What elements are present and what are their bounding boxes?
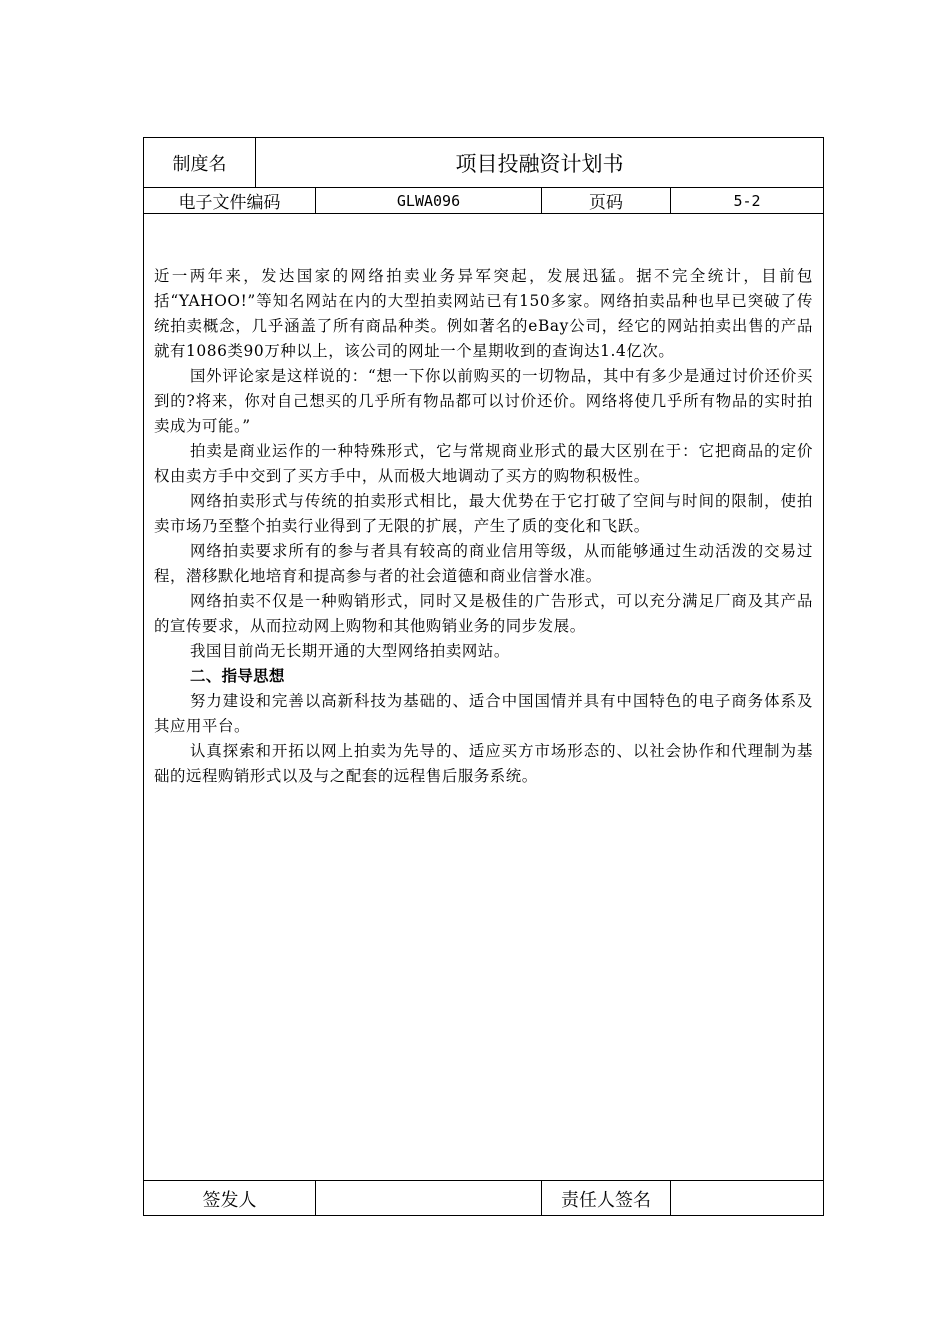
- body-paragraph-5: 网络拍卖要求所有的参与者具有较高的商业信用等级，从而能够通过生动活泼的交易过程，潜移默化地培育和提高参与者的社会道德和商业信誉水准。: [154, 542, 813, 585]
- section-heading: 二、指导思想: [190, 667, 285, 685]
- issuer-signature-field[interactable]: [315, 1181, 541, 1216]
- document-title: 项目投融资计划书: [255, 138, 823, 187]
- issuer-label: 签发人: [202, 1189, 257, 1211]
- file-code-value: GLWA096: [315, 188, 541, 213]
- system-name-label: 制度名: [172, 153, 227, 175]
- document-body: [154, 264, 813, 789]
- header-row-meta: [144, 188, 823, 214]
- guide-paragraph-1: 努力建设和完善以高新科技为基础的、适合中国国情并具有中国特色的电子商务体系及其应用平台。: [154, 692, 813, 735]
- body-paragraph-7: 我国目前尚无长期开通的大型网络拍卖网站。: [190, 642, 510, 660]
- file-code-label: 电子文件编码: [178, 193, 281, 213]
- body-paragraph-3: 拍卖是商业运作的一种特殊形式，它与常规商业形式的最大区别在于：它把商品的定价权由卖方手中交到了买方手中，从而极大地调动了买方的购物积极性。: [154, 442, 813, 485]
- page-number: 5-2: [670, 188, 823, 213]
- body-paragraph-2: 国外评论家是这样说的：“想一下你以前购买的一切物品，其中有多少是通过讨价还价买到的?将来，你对自己想买的几乎所有物品都可以讨价还价。网络将使几乎所有物品的实时拍卖成为可能。”: [154, 367, 813, 435]
- header-row-title: [144, 138, 823, 188]
- body-paragraph-4: 网络拍卖形式与传统的拍卖形式相比，最大优势在于它打破了空间与时间的限制，使拍卖市场乃至整个拍卖行业得到了无限的扩展，产生了质的变化和飞跃。: [154, 492, 813, 535]
- guide-paragraph-2: 认真探索和开拓以网上拍卖为先导的、适应买方市场形态的、以社会协作和代理制为基础的远程购销形式以及与之配套的远程售后服务系统。: [154, 742, 813, 785]
- document-form: [143, 137, 824, 1216]
- body-paragraph-1: 近一两年来，发达国家的网络拍卖业务异军突起，发展迅猛。据不完全统计，目前包括“YAHOO!”等知名网站在内的大型拍卖网站已有150多家。网络拍卖品种也早已突破了传统拍卖概念，几乎涵盖了所有商品种类。例如著名的eBay公司，经它的网站拍卖出售的产品就有1086类90万种以上，该公司的网址一个星期收到的查询达1.4亿次。: [154, 267, 813, 360]
- footer-row: [144, 1180, 823, 1216]
- page-label: 页码: [541, 188, 670, 213]
- responsible-signature-label: 责任人签名: [541, 1181, 670, 1216]
- body-paragraph-6: 网络拍卖不仅是一种购销形式，同时又是极佳的广告形式，可以充分满足厂商及其产品的宣传要求，从而拉动网上购物和其他购销业务的同步发展。: [154, 592, 813, 635]
- responsible-signature-field[interactable]: [670, 1181, 823, 1216]
